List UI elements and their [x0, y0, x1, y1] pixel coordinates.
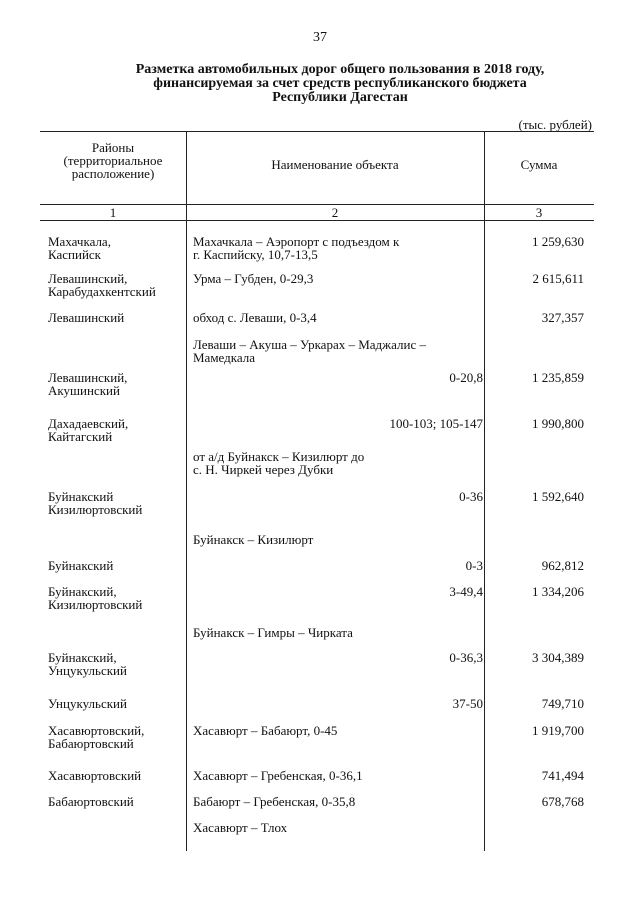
- district-cell: Махачкала, Каспийск: [48, 234, 111, 262]
- object-cell: Хасавюрт – Бабаюрт, 0-45: [193, 723, 338, 738]
- page-number: 37: [313, 30, 327, 45]
- district-cell: Дахадаевский, Кайтагский: [48, 416, 129, 444]
- amount-cell: 3 304,389: [532, 650, 584, 665]
- object-cell: Леваши – Акуша – Уркарах – Маджалис – Мамедкала: [193, 337, 426, 365]
- page-title: [80, 63, 600, 105]
- header-line: расположение): [71, 166, 155, 181]
- header-districts: [40, 141, 186, 180]
- district-cell: Буйнакский Кизилюртовский: [48, 489, 143, 517]
- column-number-1: 1: [109, 205, 117, 220]
- amount-cell: 741,494: [541, 768, 584, 783]
- amount-cell: 1 990,800: [532, 416, 584, 431]
- column-number-2: 2: [331, 205, 339, 220]
- amount-cell: 1 334,206: [532, 584, 584, 599]
- district-cell: Левашинский, Карабудахкентский: [48, 271, 156, 299]
- object-cell: Буйнакск – Кизилюрт: [193, 532, 314, 547]
- object-cell: Махачкала – Аэропорт с подъездом к г. Каспийску, 10,7-13,5: [193, 234, 400, 262]
- column-numbers-divider: [40, 220, 594, 221]
- header-line: (территориальное: [63, 153, 163, 168]
- amount-cell: 1 235,859: [532, 370, 584, 385]
- object-cell: 0-20,8: [449, 370, 483, 385]
- amount-cell: 749,710: [541, 696, 584, 711]
- amount-cell: 2 615,611: [532, 271, 584, 286]
- object-cell: Бабаюрт – Гребенская, 0-35,8: [193, 794, 356, 809]
- district-cell: Буйнакский: [48, 558, 114, 573]
- header-amount: Сумма: [520, 157, 558, 172]
- object-cell: 0-36,3: [449, 650, 483, 665]
- district-cell: Унцукульский: [48, 696, 127, 711]
- object-cell: 0-3: [465, 558, 483, 573]
- table-border-top: [40, 131, 594, 132]
- amount-cell: 327,357: [541, 310, 584, 325]
- title-line: Республики Дагестан: [272, 90, 408, 105]
- header-line: Районы: [91, 140, 135, 155]
- amount-cell: 1 592,640: [532, 489, 584, 504]
- district-cell: Хасавюртовский, Бабаюртовский: [48, 723, 145, 751]
- district-cell: Бабаюртовский: [48, 794, 134, 809]
- amount-cell: 678,768: [541, 794, 584, 809]
- title-line: Разметка автомобильных дорог общего пользования в 2018 году,: [135, 62, 545, 77]
- object-cell: 3-49,4: [449, 584, 483, 599]
- column-number-3: 3: [535, 205, 543, 220]
- unit-label: (тыс. рублей): [518, 117, 592, 132]
- roads-table: [40, 131, 594, 851]
- object-cell: 100-103; 105-147: [389, 416, 483, 431]
- amount-cell: 962,812: [541, 558, 584, 573]
- column-divider: [484, 131, 485, 851]
- header-divider: [40, 204, 594, 205]
- object-cell: от а/д Буйнакск – Кизилюрт до с. Н. Чиркей через Дубки: [193, 449, 365, 477]
- object-cell: Хасавюрт – Тлох: [193, 820, 288, 835]
- object-cell: Урма – Губден, 0-29,3: [193, 271, 314, 286]
- object-cell: 0-36: [459, 489, 483, 504]
- object-cell: Хасавюрт – Гребенская, 0-36,1: [193, 768, 363, 783]
- district-cell: Буйнакский, Унцукульский: [48, 650, 127, 678]
- district-cell: Левашинский: [48, 310, 125, 325]
- district-cell: Хасавюртовский: [48, 768, 142, 783]
- amount-cell: 1 919,700: [532, 723, 584, 738]
- object-cell: 37-50: [452, 696, 483, 711]
- object-cell: Буйнакск – Гимры – Чирката: [193, 625, 353, 640]
- district-cell: Левашинский, Акушинский: [48, 370, 128, 398]
- header-object: Наименование объекта: [271, 157, 399, 172]
- amount-cell: 1 259,630: [532, 234, 584, 249]
- object-cell: обход с. Леваши, 0-3,4: [193, 310, 317, 325]
- district-cell: Буйнакский, Кизилюртовский: [48, 584, 143, 612]
- title-line: финансируемая за счет средств республиканского бюджета: [153, 76, 527, 91]
